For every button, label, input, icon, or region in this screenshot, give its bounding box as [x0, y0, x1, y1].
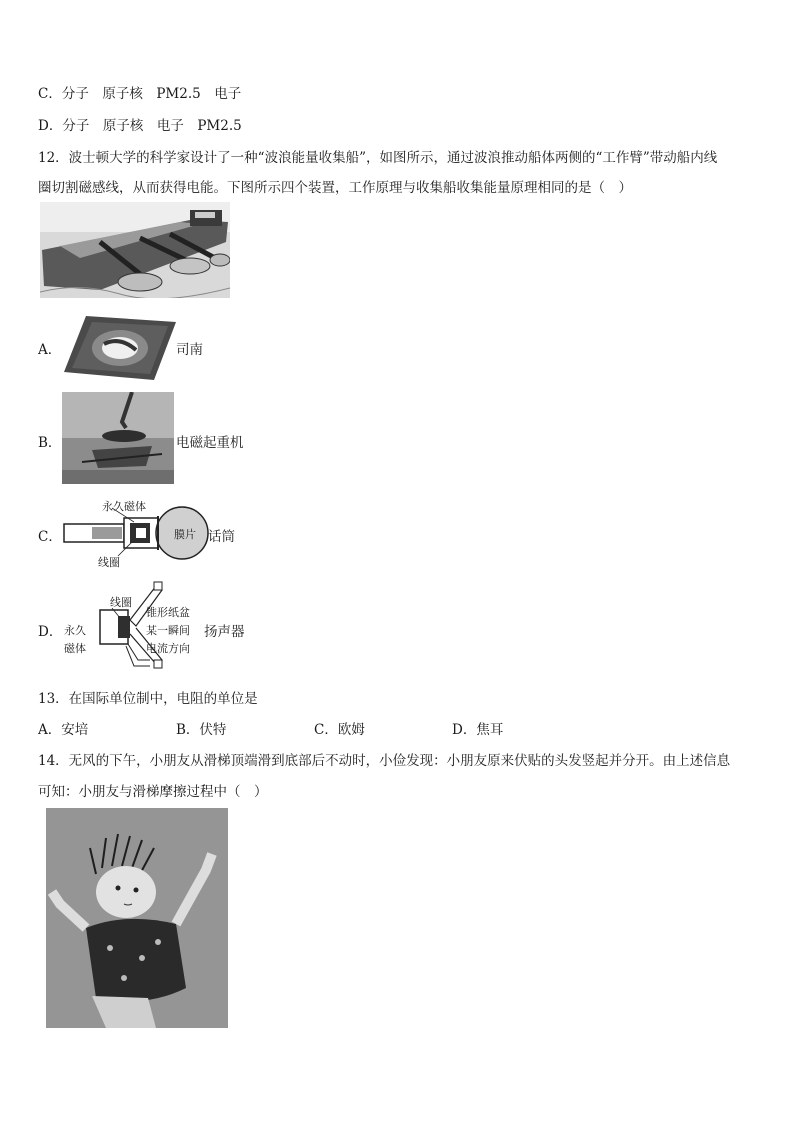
- speaker-cone-label: 锥形纸盆: [146, 606, 190, 619]
- q12-stem-line1: 12．波士顿大学的科学家设计了一种“波浪能量收集船”，如图所示，通过波浪推动船体两侧的“工作臂”带动船内线: [38, 150, 718, 166]
- q11-option-c: C．分子 原子核 PM2.5 电子: [38, 86, 242, 102]
- microphone-figure: [62, 496, 212, 568]
- mic-membrane-label: 膜片: [174, 528, 196, 541]
- q14-stem-line2: 可知：小朋友与滑梯摩擦过程中（ ）: [38, 784, 268, 800]
- sinan-compass-figure: [64, 316, 176, 380]
- q14-stem-line1: 14．无风的下午，小朋友从滑梯顶端滑到底部后不动时，小俭发现：小朋友原来伏贴的头发竖起并分开。由上述信息: [38, 753, 731, 769]
- speaker-magnet-label-1: 永久: [64, 624, 86, 637]
- q13-option-a: A．安培: [38, 722, 89, 738]
- q12-option-d-label: D．: [38, 624, 63, 640]
- q12-option-b-caption: 电磁起重机: [176, 435, 244, 451]
- electromagnetic-crane-figure: [62, 392, 174, 484]
- speaker-instant-label: 某一瞬间: [146, 624, 190, 637]
- q13-option-c: C．欧姆: [314, 722, 365, 738]
- wave-energy-ship-figure: [40, 202, 230, 298]
- q12-option-c-caption: 话筒: [208, 529, 235, 545]
- loudspeaker-figure: [62, 580, 212, 670]
- q12-option-a-caption: 司南: [176, 342, 203, 358]
- q13-option-b: B．伏特: [176, 722, 227, 738]
- mic-coil-label: 线圈: [98, 556, 120, 569]
- mic-magnet-label: 永久磁体: [102, 500, 146, 513]
- speaker-current-label: 电流方向: [146, 642, 190, 655]
- q12-stem-line2: 圈切割磁感线，从而获得电能。下图所示四个装置，工作原理与收集船收集能量原理相同的是（ ）: [38, 180, 632, 196]
- q12-option-b-label: B．: [38, 435, 62, 451]
- q11-option-d: D．分子 原子核 电子 PM2.5: [38, 118, 242, 134]
- speaker-magnet-label-2: 磁体: [64, 642, 86, 655]
- q12-option-a-label: A．: [38, 342, 62, 358]
- speaker-coil-label: 线圈: [110, 596, 132, 609]
- q12-option-d-caption: 扬声器: [204, 624, 245, 640]
- q13-option-d: D．焦耳: [452, 722, 504, 738]
- q13-stem: 13．在国际单位制中，电阻的单位是: [38, 691, 258, 707]
- q12-option-c-label: C．: [38, 529, 62, 545]
- child-static-hair-photo: [46, 808, 228, 1028]
